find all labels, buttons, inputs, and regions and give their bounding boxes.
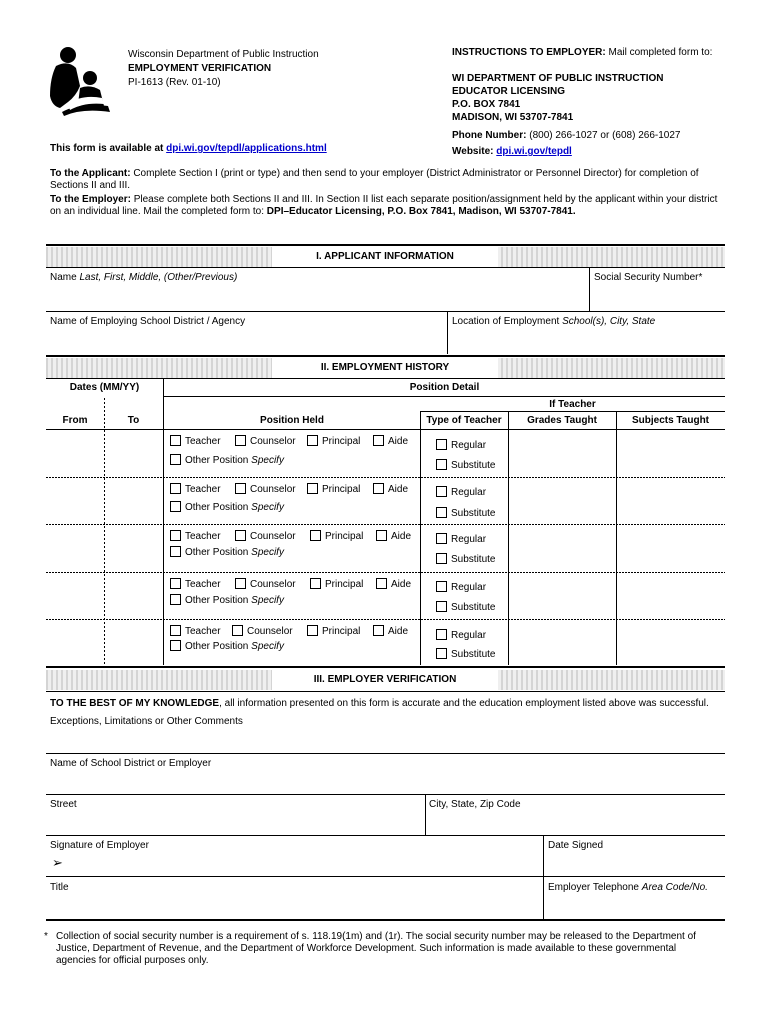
option-label: Aide <box>391 579 412 590</box>
option-label: Aide <box>388 626 409 637</box>
applicant-label: To the Applicant: <box>50 168 131 179</box>
subjects-taught-header: Subjects Taught <box>631 415 710 426</box>
aide-option[interactable] <box>376 530 411 542</box>
name-field[interactable] <box>46 268 589 311</box>
checkbox-icon[interactable] <box>436 507 447 518</box>
option-label: Other Position <box>185 547 249 558</box>
checkbox-icon[interactable] <box>170 625 181 636</box>
name-label-text: Name <box>50 272 77 283</box>
specify-hint: Specify <box>251 455 284 466</box>
address-line-1: WI DEPARTMENT OF PUBLIC INSTRUCTION <box>452 73 664 84</box>
specify-hint: Specify <box>251 641 284 652</box>
checkbox-icon[interactable] <box>436 439 447 450</box>
form-title: EMPLOYMENT VERIFICATION <box>128 63 272 74</box>
option-label: Substitute <box>451 508 496 519</box>
checkbox-icon[interactable] <box>436 629 447 640</box>
section3-band-rule <box>46 691 725 692</box>
checkbox-icon[interactable] <box>436 601 447 612</box>
website-link[interactable]: dpi.wi.gov/tepdl <box>496 146 572 157</box>
employer-label: To the Employer: <box>50 194 131 205</box>
header-bottom-rule <box>46 429 725 430</box>
name-hint: Last, First, Middle, (Other/Previous) <box>79 272 238 283</box>
address-line-3: P.O. BOX 7841 <box>452 99 521 110</box>
option-label: Counselor <box>247 626 293 637</box>
dept-name: Wisconsin Department of Public Instruction <box>128 49 319 60</box>
checkbox-icon[interactable] <box>235 435 246 446</box>
exceptions-label: Exceptions, Limitations or Other Comments <box>50 716 243 727</box>
checkbox-icon[interactable] <box>235 530 246 541</box>
knowledge-statement <box>50 698 725 709</box>
location-label <box>452 316 655 327</box>
to-header: To <box>127 415 140 426</box>
checkbox-icon[interactable] <box>376 530 387 541</box>
option-label: Counselor <box>250 484 296 495</box>
checkbox-icon[interactable] <box>436 486 447 497</box>
s3-rule-3 <box>46 835 725 836</box>
title-label: Title <box>50 882 69 893</box>
substitute-option[interactable] <box>436 507 495 519</box>
principal-option[interactable] <box>307 435 360 447</box>
checkbox-icon[interactable] <box>170 454 181 465</box>
other-position-option[interactable] <box>170 546 284 558</box>
grades-taught-header: Grades Taught <box>527 415 597 426</box>
aide-option[interactable] <box>373 435 408 447</box>
checkbox-icon[interactable] <box>170 546 181 557</box>
form-availability <box>50 143 327 154</box>
checkbox-icon[interactable] <box>170 640 181 651</box>
phone-label: Phone Number: <box>452 130 527 141</box>
instructions-text: Mail completed form to: <box>608 47 713 58</box>
date-signed-label: Date Signed <box>548 840 604 851</box>
position-held-header: Position Held <box>260 415 324 426</box>
signature-arrow-icon: ➢ <box>52 855 63 870</box>
option-label: Aide <box>388 436 409 447</box>
regular-option[interactable] <box>436 486 486 498</box>
option-label: Aide <box>391 531 412 542</box>
section2-top-rule <box>46 355 725 357</box>
aide-option[interactable] <box>376 578 411 590</box>
telephone-field[interactable] <box>544 895 725 919</box>
option-label: Principal <box>322 484 361 495</box>
option-label: Regular <box>451 582 487 593</box>
aide-option[interactable] <box>373 625 408 637</box>
footnote-text: Collection of social security number is a requirement of s. 118.19(1m) and (1r). The social security number may be released to the Department of Justice, Department of Revenue, and the Department of Workforce Development. Such information is made available to these governmental agencies for official purposes only. <box>56 931 696 966</box>
section2-band-rule <box>46 378 725 379</box>
counselor-option[interactable] <box>235 578 296 590</box>
option-label: Regular <box>451 440 487 451</box>
other-position-option[interactable] <box>170 454 284 466</box>
col-divider-type <box>420 412 421 665</box>
option-label: Counselor <box>250 531 296 542</box>
option-label: Principal <box>322 626 361 637</box>
section1-row-rule <box>46 311 725 312</box>
exceptions-field[interactable] <box>46 729 725 753</box>
section3-bottom-rule <box>46 919 725 921</box>
form-number: PI-1613 (Rev. 01-10) <box>128 77 221 88</box>
checkbox-icon[interactable] <box>232 625 243 636</box>
section1-title: I. APPLICANT INFORMATION <box>272 247 498 267</box>
option-label: Regular <box>451 487 487 498</box>
city-label: City, State, Zip Code <box>429 799 521 810</box>
checkbox-icon[interactable] <box>307 435 318 446</box>
option-label: Substitute <box>451 460 496 471</box>
checkbox-icon[interactable] <box>310 530 321 541</box>
counselor-option[interactable] <box>232 625 293 637</box>
telephone-label-text: Employer Telephone <box>548 882 639 893</box>
regular-option[interactable] <box>436 533 486 545</box>
address-line-2: EDUCATOR LICENSING <box>452 86 565 97</box>
checkbox-icon[interactable] <box>307 483 318 494</box>
row-rule-2 <box>46 524 725 525</box>
specify-hint: Specify <box>251 502 284 513</box>
aide-option[interactable] <box>373 483 408 495</box>
teacher-option[interactable] <box>170 435 221 447</box>
section2-title: II. EMPLOYMENT HISTORY <box>272 358 498 378</box>
location-field[interactable] <box>448 330 725 354</box>
phone-value: (800) 266-1027 or (608) 266-1027 <box>529 130 681 141</box>
row-rule-3 <box>46 572 725 573</box>
if-teacher-header: If Teacher <box>549 399 596 410</box>
other-position-option[interactable] <box>170 501 284 513</box>
street-label: Street <box>50 799 77 810</box>
checkbox-icon[interactable] <box>170 530 181 541</box>
employer-text: Please complete both Sections II and III. In Section II list each separate position/assignment held by the applicant within your district on an individual line. Mail the completed form to: <box>50 194 718 217</box>
position-detail-header: Position Detail <box>409 382 480 393</box>
option-label: Other Position <box>185 502 249 513</box>
principal-option[interactable] <box>307 625 360 637</box>
checkbox-icon[interactable] <box>436 553 447 564</box>
checkbox-icon[interactable] <box>170 435 181 446</box>
option-label: Principal <box>325 579 364 590</box>
option-label: Counselor <box>250 579 296 590</box>
checkbox-icon[interactable] <box>170 594 181 605</box>
counselor-option[interactable] <box>235 530 296 542</box>
checkbox-icon[interactable] <box>436 459 447 470</box>
checkbox-icon[interactable] <box>436 581 447 592</box>
header-rule-1 <box>163 396 725 397</box>
checkbox-icon[interactable] <box>436 648 447 659</box>
signature-label: Signature of Employer <box>50 840 149 851</box>
checkbox-icon[interactable] <box>310 578 321 589</box>
col-divider-subjects <box>616 412 617 665</box>
regular-option[interactable] <box>436 581 486 593</box>
col-divider-grades <box>508 412 509 665</box>
counselor-option[interactable] <box>235 483 296 495</box>
row-rule-1 <box>46 477 725 478</box>
option-label: Other Position <box>185 595 249 606</box>
website-label: Website: <box>452 146 494 157</box>
telephone-hint: Area Code/No. <box>641 882 708 893</box>
option-label: Principal <box>322 436 361 447</box>
section3-title: III. EMPLOYER VERIFICATION <box>272 670 498 690</box>
teacher-option[interactable] <box>170 578 221 590</box>
other-position-option[interactable] <box>170 594 284 606</box>
applicant-instructions <box>50 168 728 192</box>
employer-district-label: Name of School District or Employer <box>50 758 212 769</box>
applicant-text: Complete Section I (print or type) and then send to your employer (District Administrator or Personnel Director) for completion of Sections II and III. <box>50 168 699 191</box>
option-label: Other Position <box>185 641 249 652</box>
address-line-4: MADISON, WI 53707-7841 <box>452 112 574 123</box>
title-field[interactable] <box>46 895 542 919</box>
website-line <box>452 146 572 157</box>
col-divider-position <box>163 398 164 665</box>
checkbox-icon[interactable] <box>373 625 384 636</box>
knowledge-bold: TO THE BEST OF MY KNOWLEDGE <box>50 698 220 709</box>
ssn-field[interactable] <box>590 285 725 311</box>
checkbox-icon[interactable] <box>373 483 384 494</box>
regular-option[interactable] <box>436 629 486 641</box>
substitute-option[interactable] <box>436 459 495 471</box>
option-label: Teacher <box>185 531 221 542</box>
s3-rule-1 <box>46 753 725 754</box>
row-rule-4 <box>46 619 725 620</box>
option-label: Principal <box>325 531 364 542</box>
section1-top-rule <box>46 244 725 246</box>
option-label: Teacher <box>185 626 221 637</box>
phone-line <box>452 130 680 141</box>
dpi-logo <box>46 46 112 116</box>
checkbox-icon[interactable] <box>373 435 384 446</box>
option-label: Teacher <box>185 579 221 590</box>
teacher-option[interactable] <box>170 625 221 637</box>
checkbox-icon[interactable] <box>235 483 246 494</box>
option-label: Substitute <box>451 554 496 565</box>
knowledge-text: , all information presented on this form is accurate and the education employment listed above was successful. <box>219 698 709 709</box>
from-header: From <box>62 415 88 426</box>
option-label: Aide <box>388 484 409 495</box>
type-of-teacher-header: Type of Teacher <box>426 415 502 426</box>
checkbox-icon[interactable] <box>376 578 387 589</box>
location-label-text: Location of Employment <box>452 316 560 327</box>
regular-option[interactable] <box>436 439 486 451</box>
section3-top-rule <box>46 666 725 668</box>
checkbox-icon[interactable] <box>170 501 181 512</box>
checkbox-icon[interactable] <box>307 625 318 636</box>
employer-district-field[interactable] <box>46 771 725 794</box>
counselor-option[interactable] <box>235 435 296 447</box>
option-label: Counselor <box>250 436 296 447</box>
street-field[interactable] <box>46 812 424 835</box>
other-position-option[interactable] <box>170 640 284 652</box>
applications-link[interactable]: dpi.wi.gov/tepdl/applications.html <box>166 143 327 154</box>
substitute-option[interactable] <box>436 648 495 660</box>
s3-rule-2 <box>46 794 725 795</box>
checkbox-icon[interactable] <box>170 578 181 589</box>
col-divider-to <box>104 398 105 665</box>
option-label: Teacher <box>185 436 221 447</box>
checkbox-icon[interactable] <box>436 533 447 544</box>
substitute-option[interactable] <box>436 601 495 613</box>
option-label: Regular <box>451 630 487 641</box>
district-label: Name of Employing School District / Agency <box>50 316 246 327</box>
date-signed-field[interactable] <box>544 853 725 876</box>
dates-header: Dates (MM/YY) <box>69 382 140 393</box>
specify-hint: Specify <box>251 595 284 606</box>
employer-instructions <box>50 194 730 218</box>
teacher-option[interactable] <box>170 530 221 542</box>
option-label: Regular <box>451 534 487 545</box>
principal-option[interactable] <box>310 578 363 590</box>
ssn-label: Social Security Number* <box>594 272 703 283</box>
specify-hint: Specify <box>251 547 284 558</box>
checkbox-icon[interactable] <box>235 578 246 589</box>
district-field[interactable] <box>46 330 446 354</box>
option-label: Substitute <box>451 649 496 660</box>
instructions-line <box>452 47 712 58</box>
location-hint: School(s), City, State <box>562 316 656 327</box>
city-field[interactable] <box>426 812 725 835</box>
telephone-label <box>548 882 708 893</box>
instructions-label: INSTRUCTIONS TO EMPLOYER: <box>452 47 606 58</box>
employer-mail-address: DPI–Educator Licensing, P.O. Box 7841, Madison, WI 53707-7841. <box>266 206 576 217</box>
checkbox-icon[interactable] <box>170 483 181 494</box>
option-label: Teacher <box>185 484 221 495</box>
footnote-star: * <box>44 931 48 942</box>
principal-option[interactable] <box>307 483 360 495</box>
s3-rule-4 <box>46 876 725 877</box>
option-label: Substitute <box>451 602 496 613</box>
option-label: Other Position <box>185 455 249 466</box>
teacher-option[interactable] <box>170 483 221 495</box>
header-rule-2 <box>420 411 725 412</box>
signature-field[interactable] <box>66 852 542 876</box>
availability-prefix: This form is available at <box>50 143 167 154</box>
substitute-option[interactable] <box>436 553 495 565</box>
principal-option[interactable] <box>310 530 363 542</box>
